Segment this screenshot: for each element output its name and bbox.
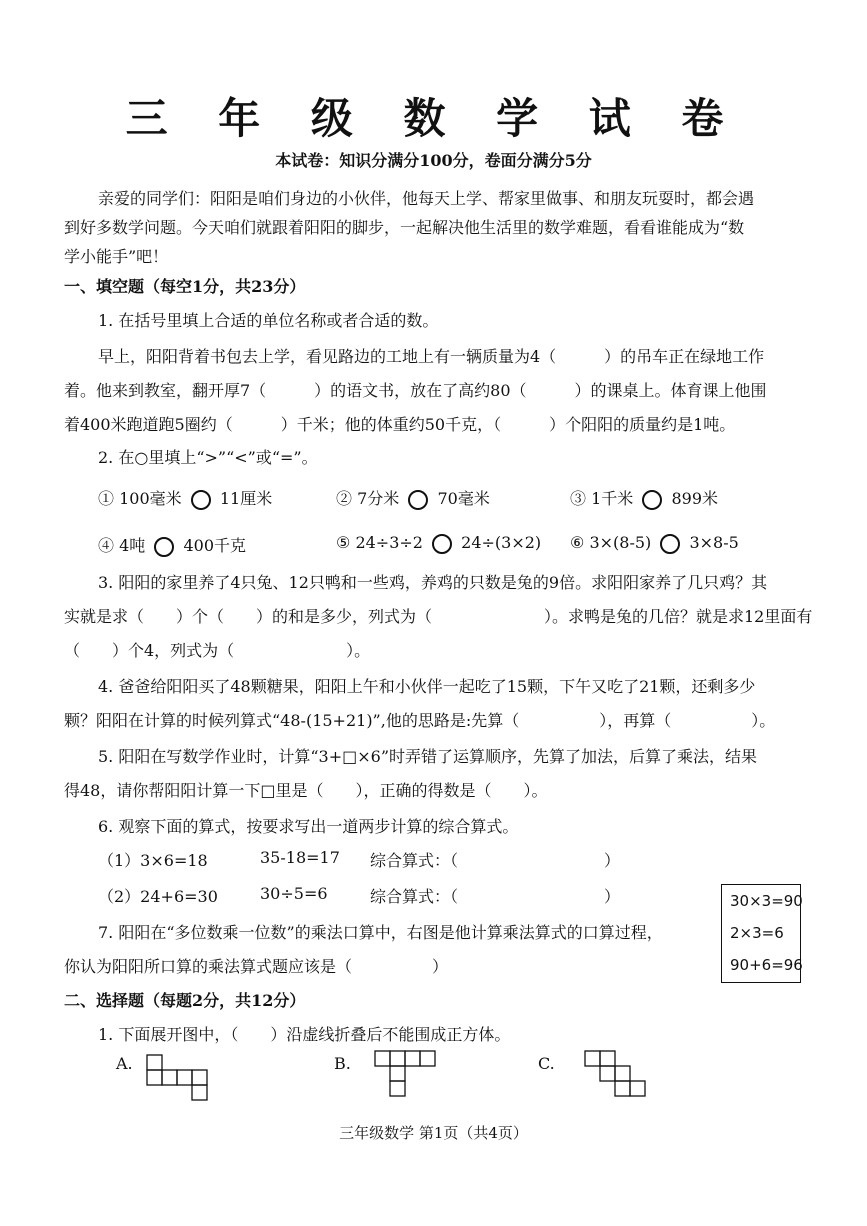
question-line: 着。他来到教室，翻开厚7（ ）的语文书，放在了高约80（ ）的课桌上。体育课上他围 (64, 381, 767, 400)
question-line: 你认为阳阳所口算的乘法算式题应该是（ ） (64, 957, 449, 976)
answer-circle[interactable] (660, 534, 680, 554)
compare-left: 100毫米 (119, 489, 182, 508)
section-heading-fill-blank: 一、填空题（每空1分，共23分） (64, 277, 306, 296)
question-line: 着400米跑道跑5圈约（ ）千米；他的体重约50千克，（ ）个阳阳的质量约是1吨。 (64, 415, 736, 434)
paren-close: ） (604, 851, 621, 870)
question-line: 早上，阳阳背着书包去上学，看见路边的工地上有一辆质量为4（ ）的吊车正在绿地工作 (98, 347, 765, 366)
question-line: 3. 阳阳的家里养了4只兔、12只鸭和一些鸡，养鸡的只数是兔的9倍。求阳阳家养了几只鸡？其 (98, 573, 768, 592)
question-line: （ ）个4，列式为（ ）。 (64, 641, 371, 660)
option-c-label[interactable]: C. (538, 1054, 555, 1073)
combined-label: 综合算式：（ (370, 887, 459, 906)
compare-left: 3×(8-5) (589, 533, 652, 552)
compare-item (570, 533, 739, 554)
item-number: ⑥ (570, 533, 585, 552)
question-prompt: 6. 观察下面的算式，按要求写出一道两步计算的综合算式。 (98, 817, 519, 836)
score-note: 本试卷：知识分满分100分，卷面分满分5分 (275, 151, 592, 170)
question-line: 5. 阳阳在写数学作业时，计算“3+□×6”时弄错了运算顺序，先算了加法，后算了乘法，结果 (98, 747, 758, 766)
calc-step: 30×3=90 (730, 892, 803, 910)
page-title: 三 年 级 数 学 试 卷 (125, 94, 742, 143)
question-line: 4. 爸爸给阳阳买了48颗糖果，阳阳上午和小伙伴一起吃了15颗，下午又吃了21颗，还剩多少 (98, 677, 756, 696)
item-number: ① (98, 489, 115, 508)
compare-item (570, 486, 718, 510)
answer-circle[interactable] (432, 534, 452, 554)
equation: 30÷5=6 (260, 884, 328, 903)
compare-right: 11厘米 (219, 489, 273, 508)
item-number: ④ (98, 536, 115, 555)
compare-item (98, 533, 246, 557)
compare-right: 24÷(3×2) (461, 533, 542, 552)
question-prompt: 2. 在○里填上“>”“<”或“=”。 (98, 448, 318, 467)
question-line: 颗？阳阳在计算的时候列算式“48-(15+21)”,他的思路是:先算（ ），再算（ ）。 (64, 711, 776, 730)
compare-item (336, 486, 490, 510)
intro-line: 到好多数学问题。今天咱们就跟着阳阳的脚步，一起解决他生活里的数学难题，看看谁能成为“数 (64, 218, 745, 237)
compare-left: 7分米 (357, 489, 400, 508)
compare-item (336, 533, 541, 554)
question-line: 实就是求（ ）个（ ）的和是多少，列式为（ ）。求鸭是兔的几倍？就是求12里面有 (64, 607, 813, 626)
compare-right: 400千克 (183, 536, 247, 555)
calc-step: 90+6=96 (730, 956, 803, 974)
option-b-label[interactable]: B. (334, 1054, 351, 1073)
compare-right: 3×8-5 (689, 533, 739, 552)
page-footer: 三年级数学 第1页（共4页） (339, 1124, 528, 1142)
calc-step: 2×3=6 (730, 924, 784, 942)
answer-circle[interactable] (642, 490, 662, 510)
item-number: ⑤ (336, 533, 351, 552)
combined-label: 综合算式：（ (370, 851, 459, 870)
answer-circle[interactable] (191, 490, 211, 510)
paren-close: ） (604, 887, 621, 906)
equation: 35-18=17 (260, 848, 340, 867)
item-number: ② (336, 489, 353, 508)
compare-right: 899米 (671, 489, 719, 508)
question-line: 7. 阳阳在“多位数乘一位数”的乘法口算中，右图是他计算乘法算式的口算过程， (98, 923, 663, 942)
option-a-label[interactable]: A. (116, 1054, 133, 1073)
compare-right: 70毫米 (437, 489, 490, 508)
compare-item (98, 486, 272, 510)
question-prompt: 1. 下面展开图中，（ ）沿虚线折叠后不能围成正方体。 (98, 1025, 511, 1044)
compare-left: 1千米 (591, 489, 634, 508)
cube-net-c (584, 1050, 650, 1106)
intro-line: 亲爱的同学们：阳阳是咱们身边的小伙伴，他每天上学、帮家里做事、和朋友玩耍时，都会遇 (98, 189, 755, 208)
compare-left: 24÷3÷2 (355, 533, 423, 552)
compare-left: 4吨 (119, 536, 146, 555)
section-heading-choice: 二、选择题（每题2分，共12分） (64, 991, 306, 1010)
intro-line: 学小能手”吧！ (64, 247, 169, 266)
cube-net-b (374, 1050, 440, 1106)
answer-circle[interactable] (154, 537, 174, 557)
mental-calc-box (721, 884, 801, 983)
question-prompt: 1. 在括号里填上合适的单位名称或者合适的数。 (98, 311, 439, 330)
equation-label: （2）24+6=30 (98, 887, 218, 906)
item-number: ③ (570, 489, 587, 508)
answer-circle[interactable] (408, 490, 428, 510)
question-line: 得48，请你帮阳阳计算一下□里是（ ），正确的得数是（ ）。 (64, 781, 548, 800)
cube-net-a (146, 1054, 214, 1102)
equation-label: （1）3×6=18 (98, 851, 208, 870)
